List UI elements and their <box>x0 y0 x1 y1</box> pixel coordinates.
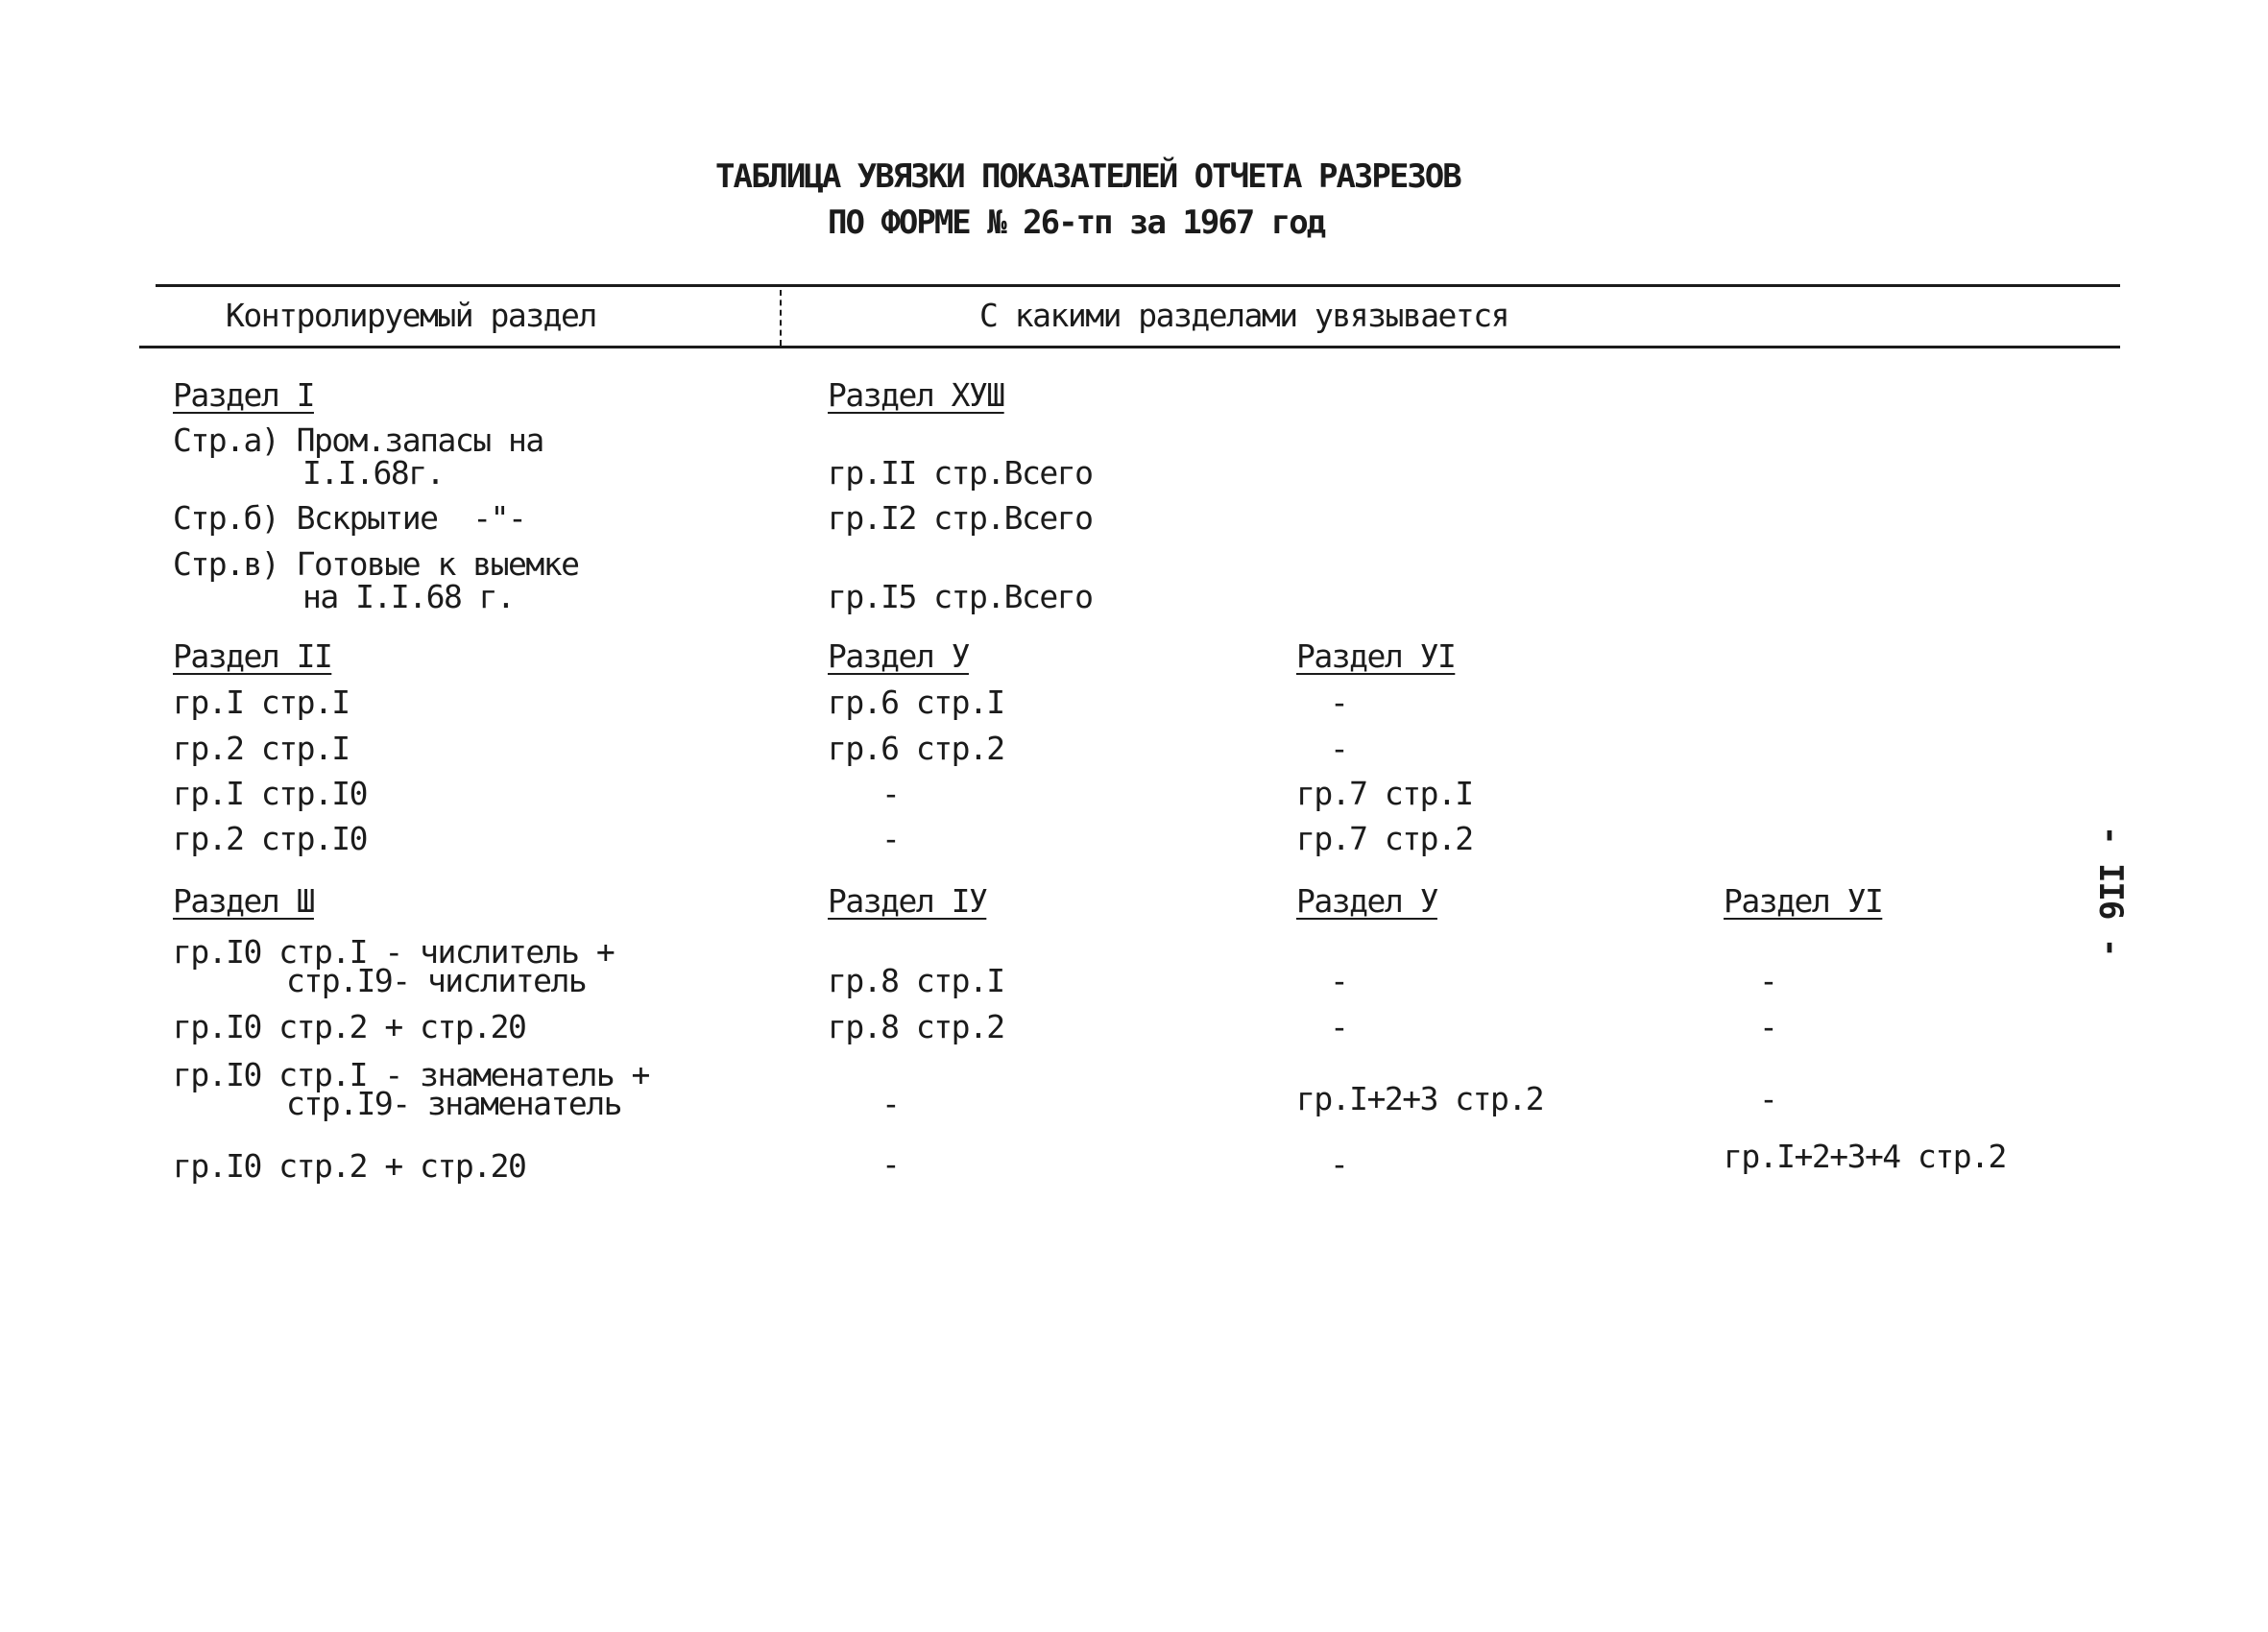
section-3-row-1-label: гр.I0 стр.I - числитель + <box>173 933 615 971</box>
section-1-row-3-label-cont: на I.I.68 г. <box>302 578 515 615</box>
section-2-ref-1: Раздел У <box>828 637 969 675</box>
section-1-ref: Раздел ХУШ <box>828 376 1004 414</box>
section-3-row-4-ref-1: - <box>881 1145 900 1183</box>
page-number: - II6 - <box>2091 826 2130 957</box>
section-3-row-2-ref-3: - <box>1759 1008 1777 1045</box>
section-2-row-4-ref-1: - <box>881 820 900 857</box>
section-3-row-1-ref-2: - <box>1330 962 1348 999</box>
document-title: ТАБЛИЦА УВЯЗКИ ПОКАЗАТЕЛЕЙ ОТЧЕТА РАЗРЕЗОВ <box>715 157 1460 196</box>
section-3-row-3-ref-2: гр.I+2+3 стр.2 <box>1296 1080 1544 1117</box>
section-2-row-2-ref-2: - <box>1330 730 1348 767</box>
section-3-row-3-ref-1: - <box>881 1085 900 1122</box>
section-1-row-3-ref: гр.I5 стр.Всего <box>828 578 1093 615</box>
header-linked-sections: С какими разделами увязывается <box>979 297 1509 334</box>
section-1-row-2-ref: гр.I2 стр.Всего <box>828 499 1093 537</box>
section-3-row-2-ref-1: гр.8 стр.2 <box>828 1008 1004 1045</box>
section-3-row-4-ref-2: - <box>1330 1145 1348 1183</box>
document-subtitle: ПО ФОРМЕ № 26-тп за 1967 год <box>828 204 1325 242</box>
section-2-row-1-label: гр.I стр.I <box>173 684 350 721</box>
section-2-row-4-label: гр.2 стр.I0 <box>173 820 368 857</box>
section-3-ref-3: Раздел УI <box>1724 882 1883 920</box>
section-2-title: Раздел II <box>173 637 332 675</box>
section-2-ref-2: Раздел УI <box>1296 637 1456 675</box>
section-2-row-2-label: гр.2 стр.I <box>173 730 350 767</box>
section-2-row-3-label: гр.I стр.I0 <box>173 775 368 812</box>
section-2-row-4-ref-2: гр.7 стр.2 <box>1296 820 1473 857</box>
section-3-row-4-ref-3: гр.I+2+3+4 стр.2 <box>1724 1138 2006 1175</box>
section-3-ref-2: Раздел У <box>1296 882 1437 920</box>
section-1-row-1-label-cont: I.I.68г. <box>302 454 444 492</box>
header-bottom-rule <box>139 346 2120 348</box>
section-1-row-1-label: Стр.а) Пром.запасы на <box>173 421 543 459</box>
section-1-title: Раздел I <box>173 376 314 414</box>
section-3-row-2-label: гр.I0 стр.2 + стр.20 <box>173 1008 526 1045</box>
section-3-row-1-ref-3: - <box>1759 962 1777 999</box>
section-2-row-3-ref-2: гр.7 стр.I <box>1296 775 1473 812</box>
section-3-row-4-label: гр.I0 стр.2 + стр.20 <box>173 1147 526 1185</box>
section-3-title: Раздел Ш <box>173 882 314 920</box>
section-2-row-1-ref-1: гр.6 стр.I <box>828 684 1004 721</box>
section-3-ref-1: Раздел IУ <box>828 882 987 920</box>
section-2-row-2-ref-1: гр.6 стр.2 <box>828 730 1004 767</box>
section-3-row-1-ref-1: гр.8 стр.I <box>828 962 1004 999</box>
section-3-row-3-label-cont: стр.I9- знаменатель <box>286 1085 621 1122</box>
header-column-divider <box>780 290 782 346</box>
section-2-row-3-ref-1: - <box>881 775 900 812</box>
section-3-row-3-label: гр.I0 стр.I - знаменатель + <box>173 1056 649 1093</box>
header-controlled-section: Контролируемый раздел <box>226 297 596 334</box>
section-3-row-3-ref-3: - <box>1759 1080 1777 1117</box>
section-3-row-2-ref-2: - <box>1330 1008 1348 1045</box>
header-top-rule <box>156 284 2120 287</box>
section-2-row-1-ref-2: - <box>1330 684 1348 721</box>
section-3-row-1-label-cont: стр.I9- числитель <box>286 962 587 999</box>
section-1-row-2-label: Стр.б) Вскрытие -"- <box>173 499 526 537</box>
section-1-row-1-ref: гр.II стр.Всего <box>828 454 1093 492</box>
section-1-row-3-label: Стр.в) Готовые к выемке <box>173 545 579 583</box>
